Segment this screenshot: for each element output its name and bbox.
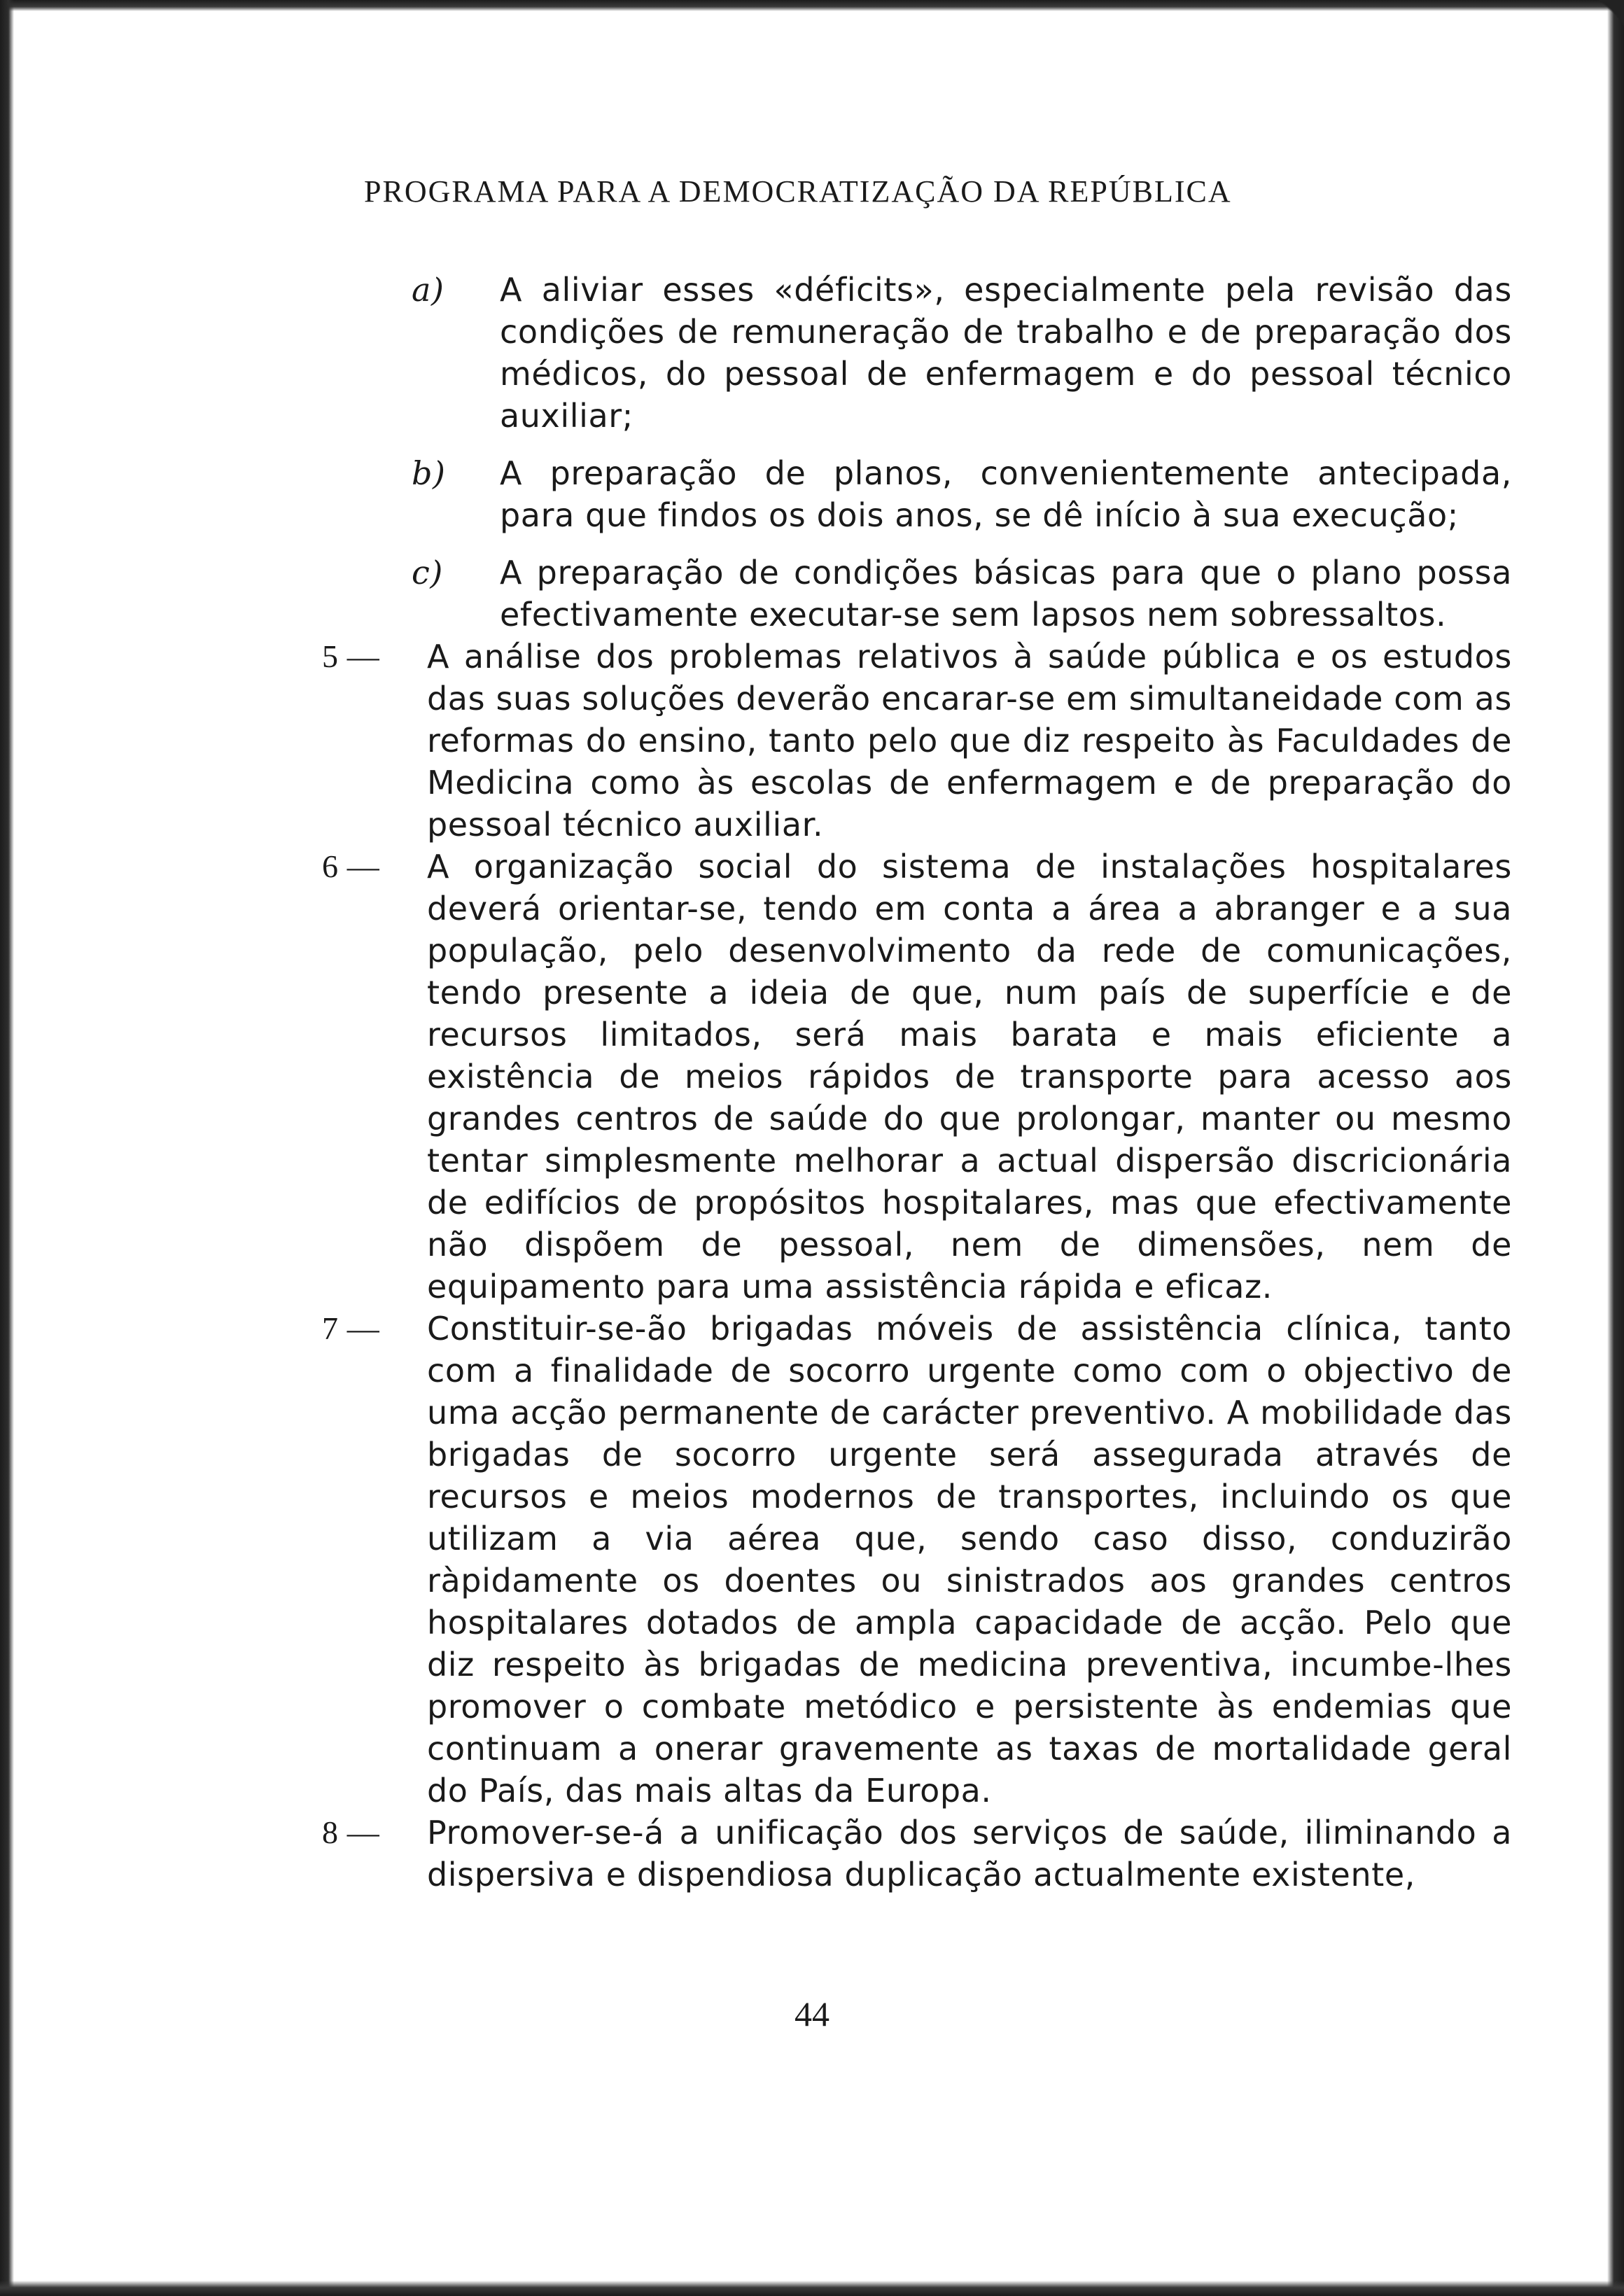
numbered-item-marker: 7 — xyxy=(322,1310,380,1346)
numbered-item-text: A análise dos problemas relativos à saúde pública e os estudos das suas soluções deverão encarar-se em simultaneidade com as reformas do ensino, tanto pelo que diz respeito às Faculdades de Medicina como às escolas de enfermagem e de preparação do pessoal técnico auxiliar. xyxy=(427,638,1512,844)
sub-item-a xyxy=(412,269,1512,437)
sub-item-marker: b) xyxy=(412,454,446,492)
numbered-item-5 xyxy=(322,636,1512,846)
numbered-item-6 xyxy=(322,846,1512,1308)
page-number: 44 xyxy=(794,1994,830,2033)
sub-item-text: A aliviar esses «déficits», especialmente pela revisão das condições de remuneração de trabalho e de preparação dos médicos, do pessoal de enfermagem e do pessoal técnico auxiliar; xyxy=(500,271,1512,435)
sub-item-marker: c) xyxy=(412,554,443,592)
sub-item-b xyxy=(412,452,1512,536)
sub-item-c xyxy=(412,552,1512,636)
scan-border-left xyxy=(0,0,14,2296)
running-title: PROGRAMA PARA A DEMOCRATIZAÇÃO DA REPÚBLICA xyxy=(364,174,1232,209)
page-body xyxy=(322,269,1512,1896)
sub-item-text: A preparação de planos, convenientemente antecipada, para que findos os dois anos, se dê início à sua execução; xyxy=(500,454,1512,534)
numbered-item-text: Promover-se-á a unificação dos serviços de saúde, iliminando a dispersiva e dispendiosa duplicação actualmente existente, xyxy=(427,1814,1512,1893)
numbered-item-marker: 6 — xyxy=(322,848,380,884)
numbered-item-marker: 5 — xyxy=(322,638,380,674)
sub-item-text: A preparação de condições básicas para que o plano possa efectivamente executar-se sem lapsos nem sobressaltos. xyxy=(500,554,1512,634)
scan-border-bottom xyxy=(0,2281,1624,2296)
scan-border-right xyxy=(1607,0,1624,2296)
numbered-item-text: A organização social do sistema de instalações hospitalares deverá orientar-se, tendo em conta a área a abranger e a sua população, pelo desenvolvimento da rede de comunicações, tendo presente a ideia de que, num país de superfície e de recursos limitados, será mais barata e mais eficiente a existência de meios rápidos de transporte para acesso aos grandes centros de saúde do que prolongar, manter ou mesmo tentar simplesmente melhorar a actual dispersão discricionária de edifícios de propósitos hospitalares, mas que efectivamente não dispõem de pessoal, nem de dimensões, nem de equipamento para uma assistência rápida e eficaz. xyxy=(427,848,1512,1306)
scan-corner-curl xyxy=(1547,0,1624,77)
numbered-item-7 xyxy=(322,1308,1512,1812)
scan-border-top xyxy=(0,0,1624,11)
sub-item-marker: a) xyxy=(412,271,444,309)
numbered-item-text: Constituir-se-ão brigadas móveis de assistência clínica, tanto com a finalidade de socorro urgente como com o objectivo de uma acção permanente de carácter preventivo. A mobilidade das brigadas de socorro urgente será assegurada através de recursos e meios modernos de transportes, incluindo os que utilizam a via aérea que, sendo caso disso, conduzirão ràpidamente os doentes ou sinistrados aos grandes centros hospitalares dotados de ampla capacidade de acção. Pelo que diz respeito às brigadas de medicina preventiva, incumbe-lhes promover o combate metódico e persistente às endemias que continuam a onerar gravemente as taxas de mortalidade geral do País, das mais altas da Europa. xyxy=(427,1310,1512,1809)
numbered-item-8 xyxy=(322,1812,1512,1896)
numbered-item-marker: 8 — xyxy=(322,1814,380,1850)
